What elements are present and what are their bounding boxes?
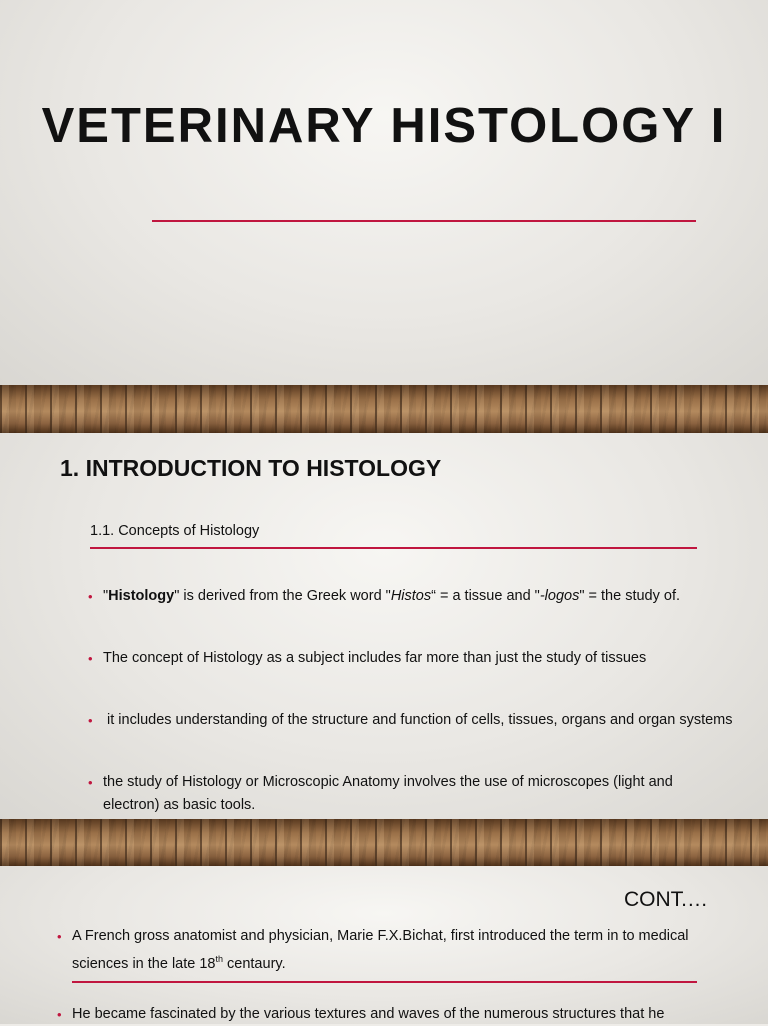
bullet-histology-definition <box>88 585 763 608</box>
slide-title <box>0 0 768 385</box>
bullet-microscopes: • the study of Histology or Microscopic Anatomy involves the use of microscopes (light and electron) as basic tools. <box>88 771 703 817</box>
bullet-bichat <box>57 925 732 976</box>
bullet-structure-function: • it includes understanding of the structure and function of cells, tissues, organs and organ systems <box>88 709 763 732</box>
intro-heading: 1. INTRODUCTION TO HISTOLOGY <box>60 455 442 481</box>
title-underline <box>152 220 696 222</box>
slide-title-heading: VETERINARY HISTOLOGY I <box>41 99 727 153</box>
term-logos: -logos <box>539 588 580 604</box>
slide-introduction <box>0 433 768 819</box>
term-histology: Histology <box>108 588 175 604</box>
term-histos: Histos <box>390 588 432 604</box>
definition-text-a: " is derived from the Greek word " <box>174 588 391 604</box>
concepts-underline <box>90 547 697 549</box>
wood-floor-divider-2 <box>0 819 768 866</box>
bichat-superscript: th <box>215 954 223 964</box>
wood-floor-divider <box>0 385 768 433</box>
concepts-subheading: 1.1. Concepts of Histology <box>90 523 260 539</box>
definition-text-c: " = the study of. <box>579 588 681 604</box>
bichat-text-end: centaury. <box>223 955 286 972</box>
cont-underline <box>72 981 697 983</box>
bichat-text: A French gross anatomist and physician, Marie F.X.Bichat, first introduced the term in to medical sciences in the late 18 <box>72 928 689 972</box>
bullet-concept-scope: • The concept of Histology as a subject includes far more than just the study of tissues <box>88 647 763 670</box>
cont-heading: CONT.… <box>624 888 708 911</box>
bullet-textures: • He became fascinated by the various textures and waves of the numerous structures that he <box>57 1003 732 1026</box>
quote-open: " <box>103 588 109 604</box>
definition-text-b: “ = a tissue and " <box>431 588 540 604</box>
